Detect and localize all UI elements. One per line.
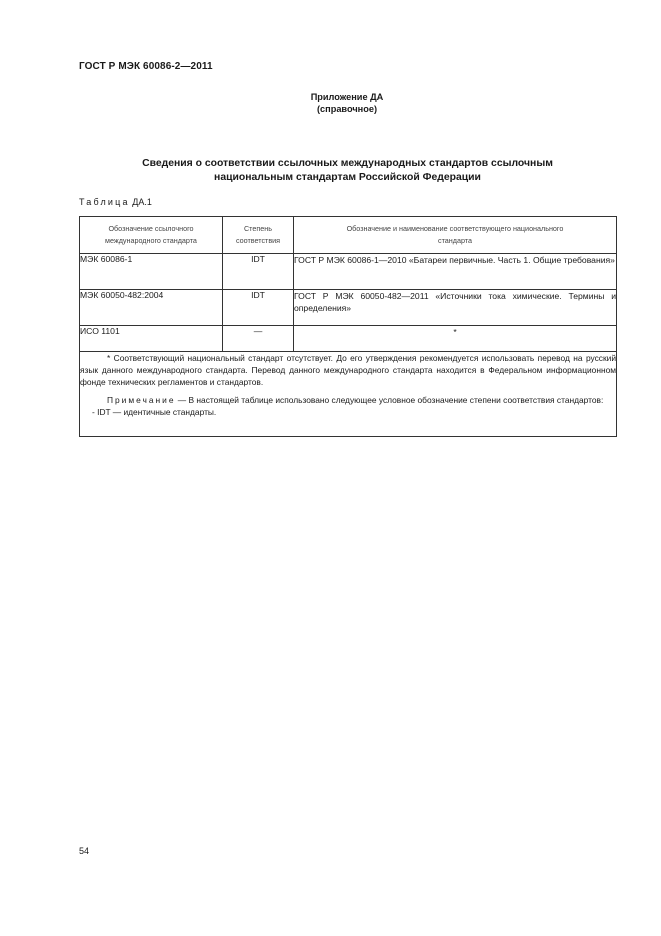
table-header-row <box>80 217 617 254</box>
note-text: — В настоящей таблице использовано следующее условное обозначение степени соответствия стандартов: <box>175 395 604 405</box>
table-row <box>80 326 617 352</box>
table-caption <box>79 197 152 207</box>
header-national-standard <box>294 217 617 254</box>
note-label: Примечание <box>107 395 176 405</box>
header-degree <box>223 217 294 254</box>
document-code: ГОСТ Р МЭК 60086-2—2011 <box>79 61 213 72</box>
header-degree-line2: соответствия <box>235 236 281 245</box>
footnote-text: * Соответствующий национальный стандарт отсутствует. До его утверждения рекомендуется использовать перевод на русский язык данного международного стандарта. Перевод данного международного стандарта находится в Федеральном информационном фонде технических регламентов и стандартов. <box>80 353 616 387</box>
cell-degree: IDT <box>223 290 294 326</box>
table-footnote-cell <box>80 352 617 437</box>
header-national-line2: стандарта <box>437 236 472 245</box>
cell-degree: IDT <box>223 254 294 290</box>
appendix-title: Приложение ДА <box>310 92 384 102</box>
cell-degree: — <box>223 326 294 352</box>
cell-ref: МЭК 60086-1 <box>80 254 223 290</box>
appendix-subtitle: (справочное) <box>316 104 377 114</box>
note-paragraph <box>80 394 616 406</box>
correspondence-table <box>79 216 617 437</box>
cell-national: ГОСТ Р МЭК 60086-1—2010 «Батареи первичные. Часть 1. Общие требования» <box>294 254 617 290</box>
header-degree-line1: Степень <box>243 224 272 233</box>
section-title-line1: Сведения о соответствии ссылочных международных стандартов ссылочным <box>142 158 553 169</box>
table-footnote-row <box>80 352 617 437</box>
table-caption-word: Таблица <box>79 197 130 207</box>
section-title-line2: национальным стандартам Российской Федерации <box>214 172 481 183</box>
header-national-line1: Обозначение и наименование соответствующего национального <box>346 224 564 233</box>
header-ref-line1: Обозначение ссылочного <box>108 224 194 233</box>
table-row <box>80 254 617 290</box>
page-number: 54 <box>79 846 90 856</box>
table-row <box>80 290 617 326</box>
table-caption-number: ДА.1 <box>132 197 152 207</box>
header-ref-standard <box>80 217 223 254</box>
cell-ref: МЭК 60050-482:2004 <box>80 290 223 326</box>
header-ref-line2: международного стандарта <box>105 236 197 245</box>
cell-national: * <box>294 326 617 352</box>
cell-ref: ИСО 1101 <box>80 326 223 352</box>
note-list-item: - IDT — идентичные стандарты. <box>92 407 217 417</box>
cell-national: ГОСТ Р МЭК 60050-482—2011 «Источники тока химические. Термины и определения» <box>294 290 617 326</box>
